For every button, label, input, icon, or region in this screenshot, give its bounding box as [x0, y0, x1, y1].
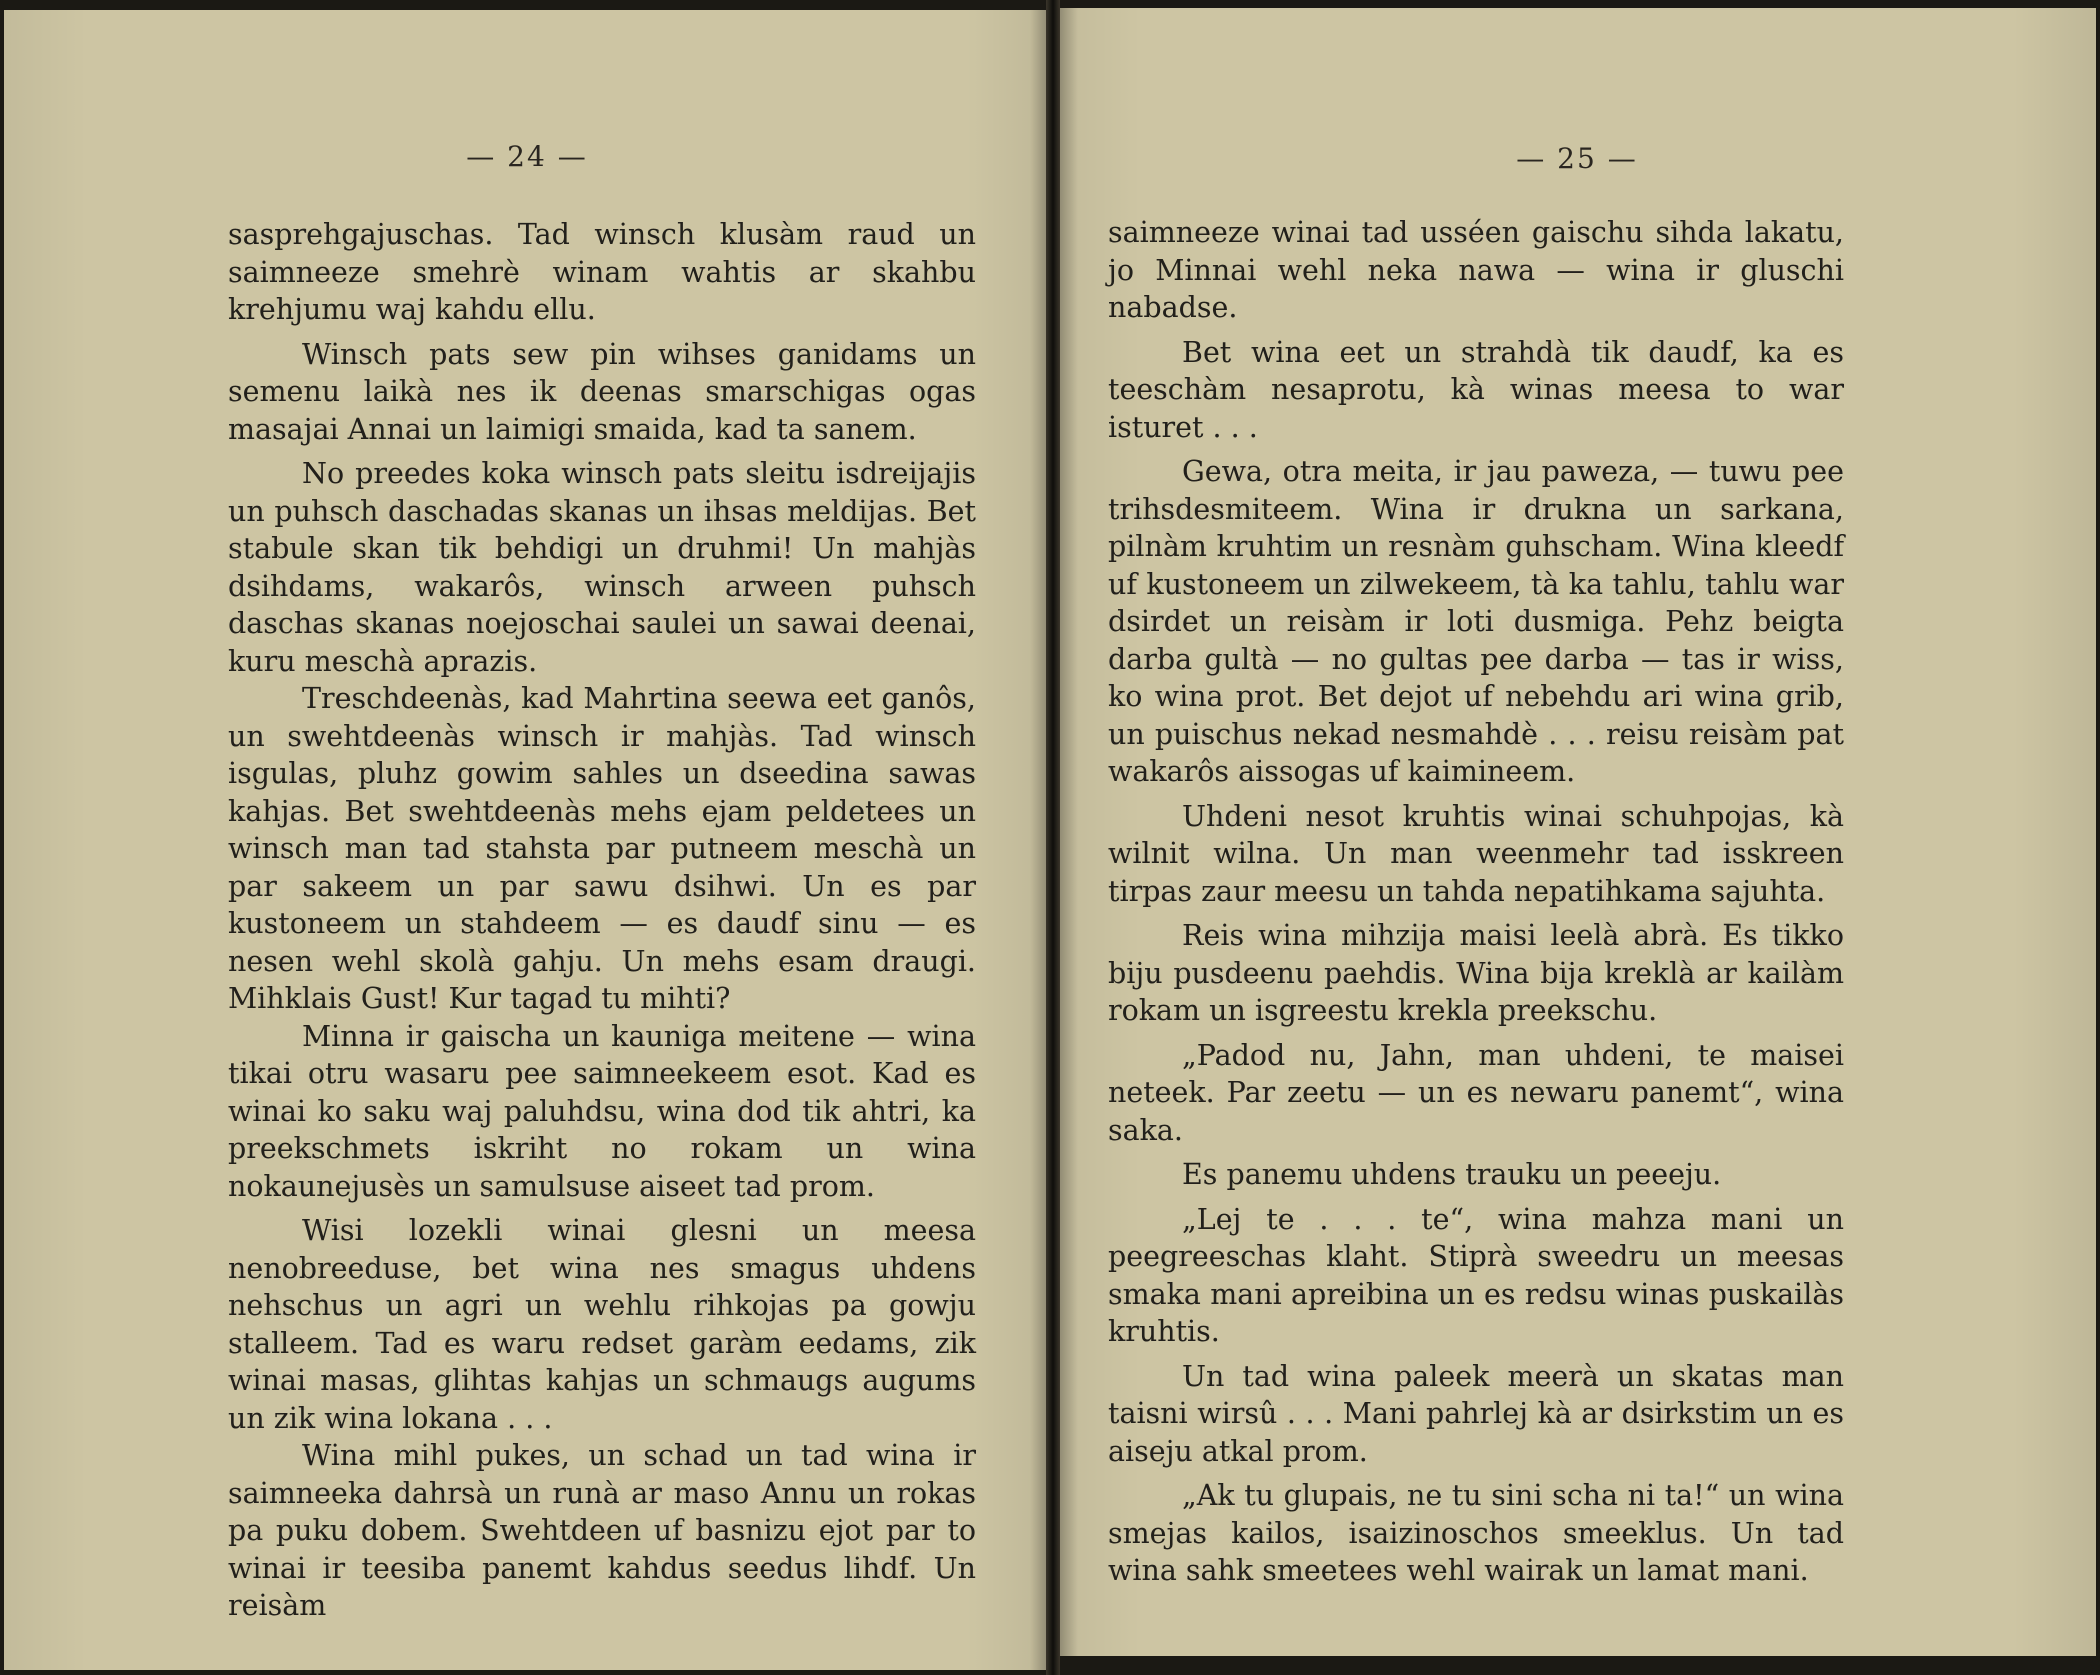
paragraph: „Ak tu glupais, ne tu sini scha ni ta!“ un wina smejas kailos, isaizinoschos smeeklus. Un tad wina sahk smeetees wehl wairak un lamat mani. [1108, 1479, 1844, 1587]
paragraph: Wisi lozekli winai glesni un meesa nenobreeduse, bet wina nes smagus uhdens nehschus un agri un wehlu rihkojas pa gowju stalleem. Tad es waru redset garàm eedams, zik winai masas, glihtas kahjas un schmaugs augums un zik wina lokana . . . [228, 1214, 976, 1435]
left-page-text [228, 216, 976, 1625]
right-page-text [1108, 214, 1844, 1590]
paragraph: Reis wina mihzija maisi leelà abrà. Es tikko biju pusdeenu paehdis. Wina bija kreklà ar kailàm rokam un isgreestu krekla preekschu. [1108, 919, 1844, 1027]
paragraph: Winsch pats sew pin wihses ganidams un semenu laikà nes ik deenas smarschigas ogas masajai Annai un laimigi smaida, kad ta sanem. [228, 337, 976, 446]
paragraph: Es panemu uhdens trauku un peeeju. [1182, 1158, 1722, 1191]
book-spine [1046, 0, 1060, 1675]
paragraph: Minna ir gaischa un kauniga meitene — wina tikai otru wasaru pee saimneekeem esot. Kad es winai ko saku waj paluhdsu, wina dod tik ahtri, ka preekschmets iskriht no rokam un wina nokaunejusès un samulsuse aiseet tad prom. [228, 1019, 976, 1203]
paragraph: saimneeze winai tad usséen gaischu sihda lakatu, jo Minnai wehl neka nawa — wina ir gluschi nabadse. [1108, 216, 1844, 324]
paragraph: Wina mihl pukes, un schad un tad wina ir saimneeka dahrsà un runà ar maso Annu un rokas pa puku dobem. Swehtdeen uf basnizu ejot par to winai ir teesiba panemt kahdus seedus lihdf. Un reisàm [228, 1439, 976, 1622]
paragraph: „Lej te . . . te“, wina mahza mani un peegreeschas klaht. Stiprà sweedru un meesas smaka mani apreibina un es redsu winas puskailàs kruhtis. [1108, 1202, 1844, 1348]
page-number-left: — 24 — [466, 140, 588, 173]
page-number-right: — 25 — [1516, 142, 1638, 175]
right-page-gutter-shadow [1058, 8, 1078, 1656]
paragraph: Bet wina eet un strahdà tik daudf, ka es teeschàm nesaprotu, kà winas meesa to war isturet . . . [1108, 335, 1844, 444]
paragraph: Uhdeni nesot kruhtis winai schuhpojas, kà wilnit wilna. Un man weenmehr tad isskreen tirpas zaur meesu un tahda nepatihkama sajuhta. [1108, 799, 1844, 908]
paragraph: No preedes koka winsch pats sleitu isdreijajis un puhsch daschadas skanas un ihsas meldijas. Bet stabule skan tik behdigi un druhmi! Un mahjàs dsihdams, wakarôs, winsch arween puhsch daschas skanas noejoschai saulei un sawai deenai, kuru meschà aprazis. [228, 457, 976, 678]
paragraph: „Padod nu, Jahn, man uhdeni, te maisei neteek. Par zeetu — un es newaru panemt“, wina saka. [1108, 1038, 1844, 1147]
paragraph: Treschdeenàs, kad Mahrtina seewa eet ganôs, un swehtdeenàs winsch ir mahjàs. Tad winsch isgulas, pluhz gowim sahles un dseedina sawas kahjas. Bet swehtdeenàs mehs ejam peldetees un winsch man tad stahsta par putneem meschà un par sakeem un par sawu dsihwi. Un es par kustoneem un stahdeem — es daudf sinu — es nesen wehl skolà gahju. Un mehs esam draugi. Mihklais Gust! Kur tagad tu mihti? [228, 682, 976, 1015]
paragraph: Gewa, otra meita, ir jau paweza, — tuwu pee trihsdesmiteem. Wina ir drukna un sarkana, pilnàm kruhtim un resnàm guhscham. Wina kleedf uf kustoneem un zilwekeem, tà ka tahlu, tahlu war dsirdet un reisàm ir loti dusmiga. Pehz beigta darba gultà — no gultas pee darba — tas ir wiss, ko wina prot. Bet dejot uf nebehdu ari wina grib, un puischus nekad nesmahdè . . . reisu reisàm pat wakarôs aissogas uf kaimineem. [1108, 455, 1844, 788]
paragraph: Un tad wina paleek meerà un skatas man taisni wirsû . . . Mani pahrlej kà ar dsirkstim un es aiseju atkal prom. [1108, 1359, 1844, 1468]
paragraph: sasprehgajuschas. Tad winsch klusàm raud un saimneeze smehrè winam wahtis ar skahbu krehjumu waj kahdu ellu. [228, 218, 976, 326]
